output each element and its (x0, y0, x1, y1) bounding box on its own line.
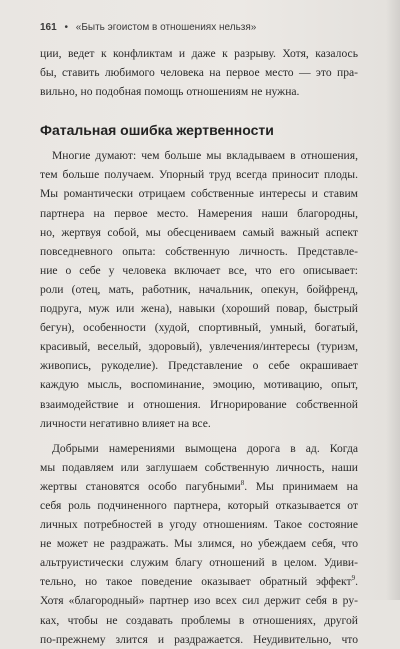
text-line: взаимодействие и отношения. Игнорирование собственной (40, 397, 358, 411)
page-body (40, 44, 358, 649)
text-line: но, жертвуя собой, мы обесцениваем самый важный аспект (40, 225, 358, 239)
text-line: бегун), особенности (худой, спортивный, умный, богатый, (40, 321, 358, 335)
text-line: вильно, но подобная помощь отношениям не нужна. (40, 85, 300, 99)
page-edge-shadow (386, 0, 400, 600)
text-line: подруга, муж или жена), навыки (хороший повар, быстрый (40, 302, 358, 316)
text-line: тем больше получаем. Упорный труд всегда приносит плоды. (40, 168, 358, 182)
text-line: личных потребностей в угоду отношениям. Такое состояние (40, 518, 358, 532)
section-heading: Фатальная ошибка жертвенности (40, 122, 274, 139)
text-line: мы подавляем или заглушаем собственную личность, наши (40, 460, 358, 474)
text-line: ции, ведет к конфликтам и даже к разрыву. Хотя, казалось (40, 47, 358, 60)
text-fragment: жертвы становятся особо пагубными (40, 479, 241, 493)
text-line: Мы романтически отрицаем собственные интересы и ставим (40, 187, 358, 201)
text-line: личности негативно влияет на все. (40, 416, 211, 430)
text-line: Добрыми намерениями вымощена дорога в ад. Когда (52, 441, 358, 455)
running-header (40, 22, 256, 33)
footnote-mark: 8 (240, 479, 245, 488)
text-line: бы, ставить любимого человека на первое место — это пра- (40, 66, 358, 80)
text-line: Многие думают: чем больше мы вкладываем в отношения, (52, 149, 358, 163)
text-line-with-footnote (40, 572, 358, 591)
text-line: красивый, веселый, здоровый), увлечения/интересы (туризм, (40, 340, 358, 354)
header-bullet: • (64, 22, 68, 33)
text-line: живопись, рукоделие). Представление о себе окрашивает (40, 359, 358, 373)
text-line: себя роль подчиненного партнера, который отказывается от (40, 498, 358, 512)
text-fragment: . Мы принимаем на (244, 479, 358, 493)
text-line: роли (отец, мать, работник, начальник, опекун, бойфренд, (40, 282, 358, 296)
text-line: не может не раздражать. Мы злимся, но убеждаем себя, что (40, 537, 358, 551)
text-line: ние о себе у человека включает все, что его описывает: (40, 263, 358, 277)
text-line: альтруистически служим благу отношений в целом. Удиви- (40, 556, 358, 570)
page-number: 161 (40, 22, 57, 33)
text-line: партнера на первое место. Намерения наши благородны, (40, 206, 358, 220)
text-line: Хотя «благородный» партнер изо всех сил держит себя в ру- (40, 594, 358, 608)
footnote-mark: 9 (351, 574, 356, 583)
text-line: повседневного опыта: собственную личность. Представле- (40, 244, 358, 258)
text-line: ках, чтобы не создавать проблемы в отношениях, другой (40, 613, 358, 627)
chapter-title: «Быть эгоистом в отношениях нельзя» (75, 22, 257, 33)
text-line-with-footnote (40, 477, 358, 496)
text-line: каждую мысль, воспоминание, эмоцию, мотивацию, опыт, (40, 378, 358, 392)
text-line: по-прежнему злится и раздражается. Неудивительно, что (40, 632, 358, 646)
text-fragment: . (355, 575, 358, 589)
text-fragment: тельно, но такое поведение оказывает обратный эффект (40, 575, 352, 589)
